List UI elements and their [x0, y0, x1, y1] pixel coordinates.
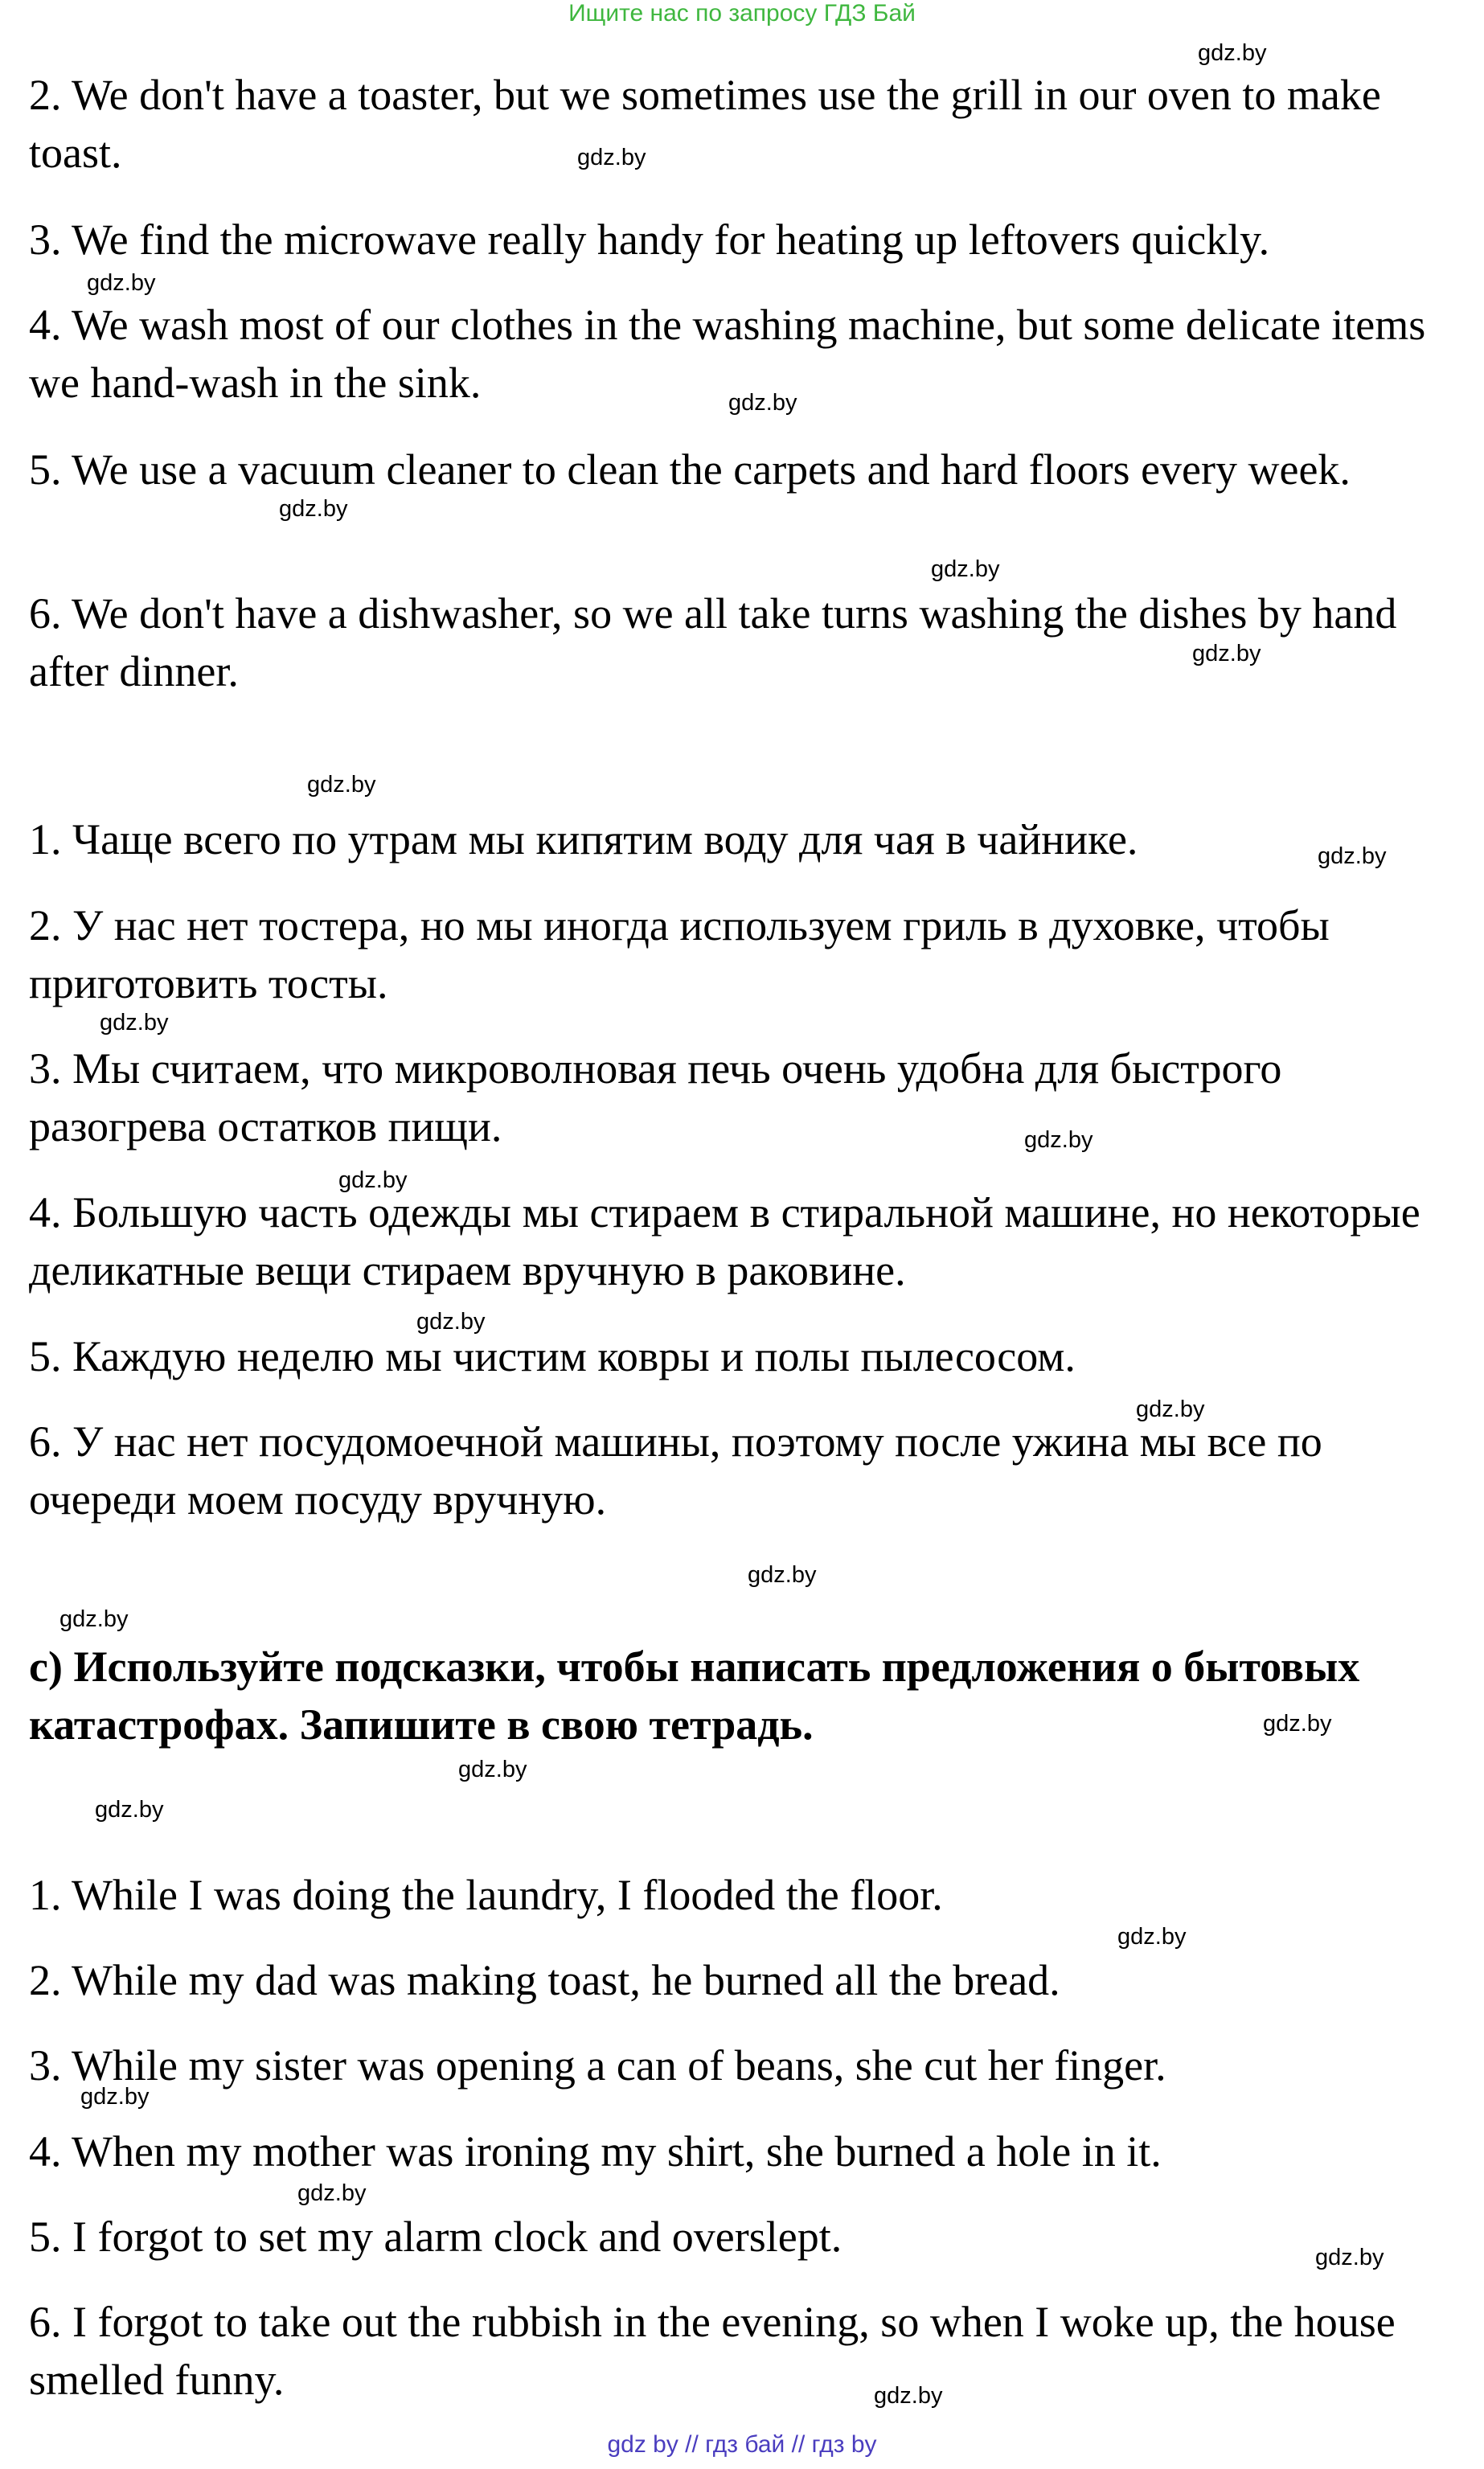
english-sentence-5: 5. We use a vacuum cleaner to clean the carpets and hard floors every week. — [29, 445, 1351, 494]
answer-sentence-6: 6. I forgot to take out the rubbish in the evening, so when I woke up, the house smelled funny. — [29, 2298, 1396, 2404]
english-sentence-6: 6. We don't have a dishwasher, so we all take turns washing the dishes by hand after dinner. — [29, 589, 1397, 695]
russian-sentence-4: 4. Большую часть одежды мы стираем в стиральной машине, но некоторые деликатные вещи стираем вручную в раковине. — [29, 1188, 1420, 1294]
answer-sentence-1: 1. While I was doing the laundry, I flooded the floor. — [29, 1871, 943, 1919]
russian-sentence-2: 2. У нас нет тостера, но мы иногда используем гриль в духовке, чтобы приготовить тосты. — [29, 901, 1330, 1007]
watermark: gdz.by — [1315, 2245, 1384, 2270]
watermark: gdz.by — [1198, 40, 1267, 66]
answer-sentence-2: 2. While my dad was making toast, he burned all the bread. — [29, 1956, 1060, 2004]
watermark: gdz.by — [1318, 843, 1387, 869]
watermark: gdz.by — [297, 2180, 367, 2206]
task-heading: c) Используйте подсказки, чтобы написать предложения о бытовых катастрофах. Запишите в свою тетрадь. — [29, 1643, 1360, 1749]
russian-sentence-1: 1. Чаще всего по утрам мы кипятим воду для чая в чайнике. — [29, 815, 1138, 863]
watermark: gdz.by — [87, 270, 156, 296]
watermark: gdz.by — [931, 556, 1000, 582]
watermark: gdz.by — [748, 1562, 817, 1588]
footer-links[interactable]: gdz by // гдз бай // гдз by — [607, 2431, 877, 2458]
watermark: gdz.by — [338, 1167, 408, 1193]
watermark: gdz.by — [59, 1606, 129, 1632]
russian-sentence-5: 5. Каждую неделю мы чистим ковры и полы пылесосом. — [29, 1332, 1076, 1380]
russian-sentence-6: 6. У нас нет посудомоечной машины, поэтому после ужина мы все по очереди моем посуду вручную. — [29, 1417, 1322, 1524]
watermark: gdz.by — [100, 1010, 169, 1036]
watermark: gdz.by — [416, 1309, 486, 1335]
watermark: gdz.by — [1263, 1711, 1332, 1737]
watermark: gdz.by — [1024, 1127, 1093, 1153]
watermark: gdz.by — [1136, 1397, 1205, 1422]
watermark: gdz.by — [279, 496, 348, 522]
english-sentence-3: 3. We find the microwave really handy for heating up leftovers quickly. — [29, 215, 1270, 264]
watermark: gdz.by — [458, 1757, 527, 1782]
watermark: gdz.by — [1192, 641, 1261, 666]
answer-sentence-4: 4. When my mother was ironing my shirt, she burned a hole in it. — [29, 2127, 1162, 2176]
answer-sentence-3: 3. While my sister was opening a can of beans, she cut her finger. — [29, 2041, 1166, 2090]
watermark: gdz.by — [728, 390, 797, 416]
watermark: gdz.by — [577, 145, 646, 170]
watermark: gdz.by — [80, 2084, 150, 2110]
watermark: gdz.by — [307, 772, 376, 798]
english-sentence-4: 4. We wash most of our clothes in the washing machine, but some delicate items we hand-wash in the sink. — [29, 301, 1426, 407]
russian-sentence-3: 3. Мы считаем, что микроволновая печь очень удобна для быстрого разогрева остатков пищи. — [29, 1044, 1282, 1150]
english-sentence-2: 2. We don't have a toaster, but we sometimes use the grill in our oven to make toast. — [29, 71, 1381, 177]
answer-sentence-5: 5. I forgot to set my alarm clock and overslept. — [29, 2213, 842, 2261]
search-hint-link[interactable]: Ищите нас по запросу ГДЗ Бай — [568, 0, 916, 27]
watermark: gdz.by — [874, 2383, 943, 2409]
watermark: gdz.by — [95, 1797, 164, 1823]
watermark: gdz.by — [1117, 1924, 1187, 1950]
